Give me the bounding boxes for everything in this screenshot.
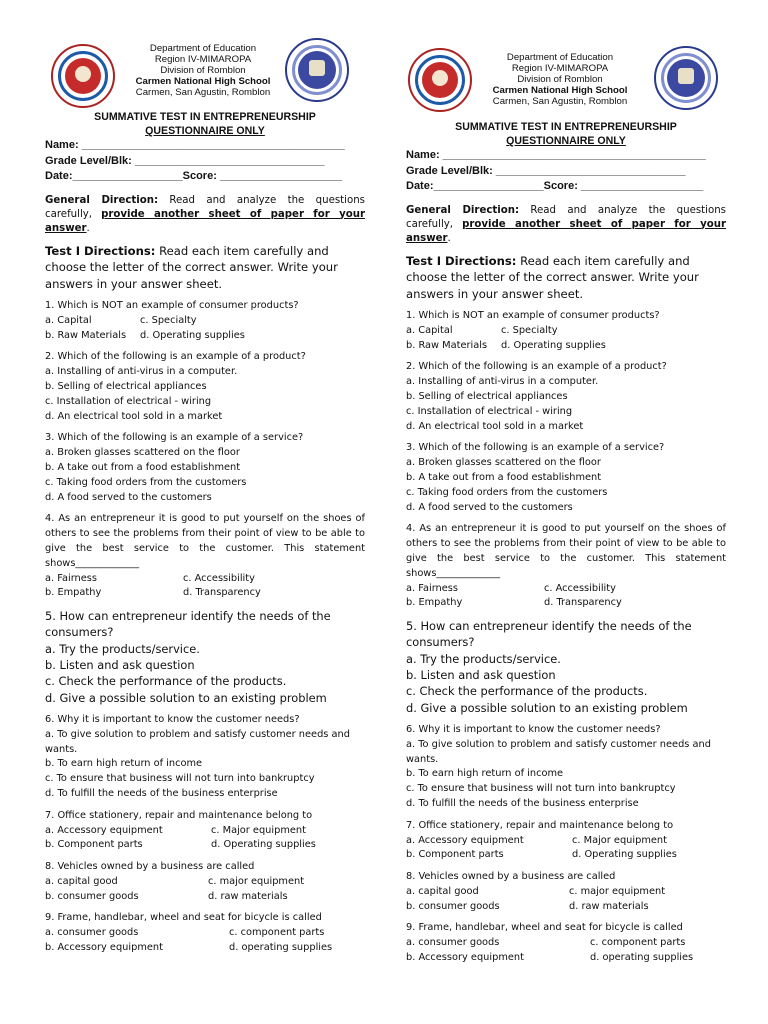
answer-option: a. Fairness xyxy=(45,572,97,584)
letterhead xyxy=(45,36,365,110)
question-text: 3. Which of the following is an example of a service? xyxy=(45,432,304,444)
question-text: 5. How can entrepreneur identify the needs of the consumers? xyxy=(406,619,692,650)
answer-option: b. Component parts xyxy=(406,849,504,861)
question-6 xyxy=(406,723,726,812)
question-9 xyxy=(45,911,365,955)
answer-option: c. major equipment xyxy=(569,885,666,897)
answer-option: a. Accessory equipment xyxy=(45,824,163,836)
answer-option: a. Broken glasses scattered on the floor xyxy=(406,457,601,469)
answer-option: d. operating supplies xyxy=(229,942,333,954)
question-7 xyxy=(45,809,365,853)
answer-option: c. Check the performance of the products. xyxy=(406,684,648,699)
deped-seal-icon xyxy=(654,46,718,110)
answer-option: d. raw materials xyxy=(569,900,649,912)
question-4 xyxy=(406,522,726,611)
answer-option: a. Installing of anti-virus in a computer. xyxy=(406,376,599,388)
question-2 xyxy=(45,350,365,424)
grade-field: Grade Level/Blk: _______________________________ xyxy=(45,154,325,167)
grade-field: Grade Level/Blk: _______________________________ xyxy=(406,164,686,177)
answer-option: b. Empathy xyxy=(45,587,102,599)
answer-option: a. Broken glasses scattered on the floor xyxy=(45,447,240,459)
answer-option: d. Operating supplies xyxy=(140,329,245,341)
answer-option: a. To give solution to problem and satisfy customer needs and wants. xyxy=(45,728,350,755)
test1-directions: Test I Directions: Read each item carefully and choose the letter of the correct answer. Write your answers in your answer sheet. xyxy=(45,243,338,291)
question-text: 7. Office stationery, repair and maintenance belong to xyxy=(406,819,674,831)
question-3 xyxy=(406,441,726,515)
question-text: 6. Why it is important to know the customer needs? xyxy=(45,713,300,725)
answer-option: c. Taking food orders from the customers xyxy=(45,476,247,488)
general-direction: General Direction: Read and analyze the questions carefully, provide another sheet of paper for your answer. xyxy=(45,194,365,234)
question-text: 2. Which of the following is an example of a product? xyxy=(45,351,306,363)
question-5 xyxy=(45,608,365,706)
test-title: SUMMATIVE TEST IN ENTREPRENEURSHIP xyxy=(455,121,677,133)
answer-option: b. A take out from a food establishment xyxy=(45,461,241,473)
answer-option: b. Raw Materials xyxy=(406,339,488,351)
question-2 xyxy=(406,360,726,434)
question-list xyxy=(45,299,365,956)
answer-option: a. Capital xyxy=(45,314,92,326)
question-1 xyxy=(406,309,726,353)
answer-option: b. Raw Materials xyxy=(45,329,127,341)
answer-option: c. Specialty xyxy=(140,314,197,326)
answer-option: b. Accessory equipment xyxy=(406,952,524,964)
date-score-field: Date:__________________Score: ____________________ xyxy=(45,170,343,182)
answer-option: b. consumer goods xyxy=(45,890,139,902)
answer-option: a. To give solution to problem and satisfy customer needs and wants. xyxy=(406,738,711,765)
answer-option: a. consumer goods xyxy=(406,937,500,949)
question-3 xyxy=(45,431,365,505)
general-direction: General Direction: Read and analyze the questions carefully, provide another sheet of paper for your answer. xyxy=(406,204,726,244)
question-text: 2. Which of the following is an example of a product? xyxy=(406,361,667,373)
answer-option: d. Give a possible solution to an existing problem xyxy=(45,690,327,705)
answer-option: b. Accessory equipment xyxy=(45,942,163,954)
question-5 xyxy=(406,618,726,716)
letterhead xyxy=(406,46,726,120)
answer-option: b. consumer goods xyxy=(406,900,500,912)
answer-option: a. consumer goods xyxy=(45,927,139,939)
answer-option: a. Capital xyxy=(406,324,453,336)
right-page xyxy=(406,46,726,966)
question-text: 5. How can entrepreneur identify the needs of the consumers? xyxy=(45,609,331,640)
answer-option: d. Give a possible solution to an existing problem xyxy=(406,700,688,715)
answer-option: b. To earn high return of income xyxy=(45,758,203,770)
answer-option: c. Major equipment xyxy=(211,824,306,836)
test1-directions: Test I Directions: Read each item carefully and choose the letter of the correct answer. Write your answers in your answer sheet. xyxy=(406,253,699,301)
answer-option: d. Operating supplies xyxy=(501,339,606,351)
question-6 xyxy=(45,713,365,802)
question-7 xyxy=(406,819,726,863)
answer-option: a. capital good xyxy=(406,885,479,897)
answer-option: a. Fairness xyxy=(406,582,458,594)
answer-option: c. Specialty xyxy=(501,324,558,336)
date-score-field: Date:__________________Score: ____________________ xyxy=(406,180,704,192)
answer-option: c. Taking food orders from the customers xyxy=(406,486,608,498)
answer-option: c. To ensure that business will not turn into bankruptcy xyxy=(406,783,676,795)
answer-option: a. Try the products/service. xyxy=(406,651,561,666)
answer-option: d. Operating supplies xyxy=(572,849,677,861)
question-text: 1. Which is NOT an example of consumer products? xyxy=(406,310,660,321)
question-text: 4. As an entrepreneur it is good to put yourself on the shoes of others to see the problems from their point of view to be able to give the best service to the customer. This statement shows_____________ xyxy=(45,513,365,569)
answer-option: c. Installation of electrical - wiring xyxy=(45,395,212,407)
answer-option: a. Try the products/service. xyxy=(45,641,200,656)
question-8 xyxy=(406,870,726,914)
question-1 xyxy=(45,299,365,343)
answer-option: d. operating supplies xyxy=(590,952,694,964)
answer-option: c. Installation of electrical - wiring xyxy=(406,405,573,417)
answer-option: d. Transparency xyxy=(183,587,261,599)
question-text: 6. Why it is important to know the customer needs? xyxy=(406,723,661,735)
answer-option: d. Transparency xyxy=(544,597,622,609)
question-text: 9. Frame, handlebar, wheel and seat for bicycle is called xyxy=(406,922,683,934)
answer-option: d. Operating supplies xyxy=(211,839,316,851)
answer-option: a. Installing of anti-virus in a computer. xyxy=(45,366,238,378)
answer-option: b. Listen and ask question xyxy=(406,668,556,683)
letterhead-address: Department of Education Region IV-MIMAROPA Division of Romblon Carmen National High School Carmen, San Agustin, Romblon xyxy=(492,52,628,107)
name-field: Name: ___________________________________________ xyxy=(406,149,706,161)
question-list xyxy=(406,309,726,966)
question-text: 8. Vehicles owned by a business are called xyxy=(45,861,255,873)
test-title: SUMMATIVE TEST IN ENTREPRENEURSHIP xyxy=(94,111,316,123)
left-page xyxy=(45,36,365,956)
name-field: Name: ___________________________________________ xyxy=(45,139,345,151)
answer-option: b. Listen and ask question xyxy=(45,658,195,673)
answer-option: b. Component parts xyxy=(45,839,143,851)
question-text: 4. As an entrepreneur it is good to put yourself on the shoes of others to see the problems from their point of view to be able to give the best service to the customer. This statement shows_____________ xyxy=(406,523,726,579)
answer-option: d. An electrical tool sold in a market xyxy=(406,420,584,432)
answer-option: d. An electrical tool sold in a market xyxy=(45,410,223,422)
test-subtitle: QUESTIONNAIRE ONLY xyxy=(145,125,265,137)
question-9 xyxy=(406,921,726,965)
answer-option: c. Accessibility xyxy=(183,572,255,584)
answer-option: d. To fulfill the needs of the business enterprise xyxy=(406,797,639,809)
question-4 xyxy=(45,512,365,601)
answer-option: b. Empathy xyxy=(406,597,463,609)
answer-option: c. Major equipment xyxy=(572,834,667,846)
answer-option: b. To earn high return of income xyxy=(406,768,564,780)
question-text: 1. Which is NOT an example of consumer products? xyxy=(45,300,299,311)
answer-option: c. Accessibility xyxy=(544,582,616,594)
answer-option: c. major equipment xyxy=(208,875,305,887)
question-8 xyxy=(45,860,365,904)
question-text: 7. Office stationery, repair and maintenance belong to xyxy=(45,809,313,821)
question-text: 3. Which of the following is an example of a service? xyxy=(406,442,665,454)
answer-option: b. Selling of electrical appliances xyxy=(45,380,207,392)
test-subtitle: QUESTIONNAIRE ONLY xyxy=(506,135,626,147)
answer-option: a. Accessory equipment xyxy=(406,834,524,846)
deped-seal-icon xyxy=(285,38,349,102)
letterhead-address: Department of Education Region IV-MIMAROPA Division of Romblon Carmen National High School Carmen, San Agustin, Romblon xyxy=(135,43,271,98)
question-text: 8. Vehicles owned by a business are called xyxy=(406,871,616,883)
answer-option: d. A food served to the customers xyxy=(406,501,573,513)
answer-option: d. A food served to the customers xyxy=(45,491,212,503)
answer-option: d. To fulfill the needs of the business enterprise xyxy=(45,787,278,799)
answer-option: c. component parts xyxy=(229,927,325,939)
answer-option: c. To ensure that business will not turn into bankruptcy xyxy=(45,773,315,785)
answer-option: c. component parts xyxy=(590,937,686,949)
answer-option: a. capital good xyxy=(45,875,118,887)
answer-option: b. A take out from a food establishment xyxy=(406,471,602,483)
question-text: 9. Frame, handlebar, wheel and seat for bicycle is called xyxy=(45,912,322,924)
answer-option: b. Selling of electrical appliances xyxy=(406,390,568,402)
answer-option: d. raw materials xyxy=(208,890,288,902)
answer-option: c. Check the performance of the products. xyxy=(45,674,287,689)
